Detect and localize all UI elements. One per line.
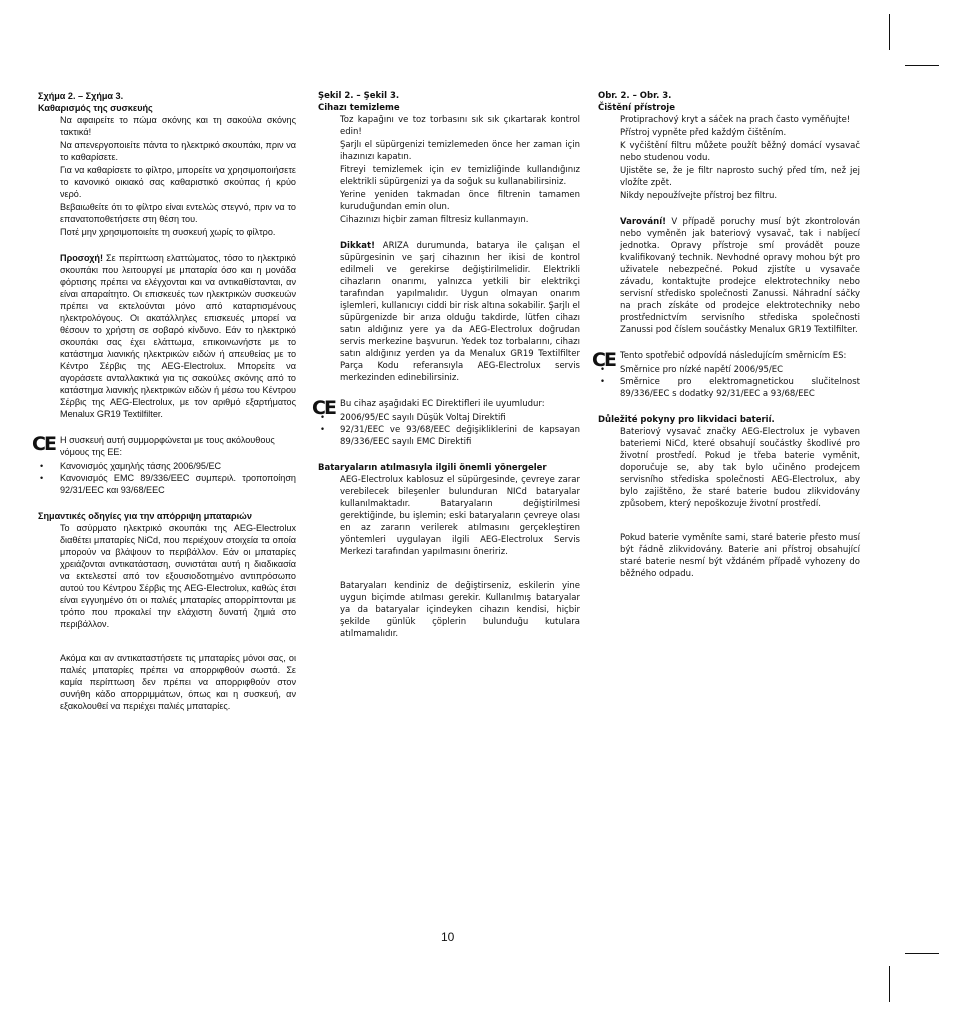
czech-column [592, 90, 860, 580]
czech-cleaning-item: K vyčištění filtru můžete použít běžný domácí vysavač nebo studenou vodu. [620, 141, 860, 163]
list-item: • Κανονισμός EMC 89/336/EEC συμπεριλ. τροποποίηση 92/31/EEC και 93/68/EEC [38, 472, 296, 496]
turkish-warning-label: Dikkat! [340, 241, 375, 251]
page-number: 10 [441, 930, 455, 944]
turkish-column [312, 90, 580, 640]
turkish-cleaning-item: Toz kapağını ve toz torbasını sık sık çıkartarak kontrol edin! [340, 115, 580, 137]
turkish-figure-ref: Şekil 2. – Şekil 3. [318, 91, 400, 101]
greek-battery-p1: Το ασύρματο ηλεκτρικό σκουπάκι της AEG-Electrolux διαθέτει μπαταρίες NiCd, που περιέχουν στοιχεία τα οποία μπορούν να βλάψουν το περιβάλλον. Εάν οι μπαταρίες χρειάζονται αντικατάσταση, συνιστάται αυτή η διαδικασία να εκτελεστεί από τον εξουσιοδοτημένο αντιπρόσωπο αυτού του Κέντρου Σέρβις της AEG-Electrolux, καθώς έτσι είναι εγγυημένο ότι οι παλιές μπαταρίες απορρίπτονται με τρόπο που προκαλεί την ελάχιστη δυνατή ζημιά στο περιβάλλον. [60, 523, 296, 629]
greek-cleaning-item: Να αφαιρείτε το πώμα σκόνης και τη σακούλα σκόνης τακτικά! [60, 115, 296, 137]
greek-warning-label: Προσοχή! [60, 253, 104, 263]
turkish-cleaning-item: Şarjlı el süpürgenizi temizlemeden önce her zaman için ihazınızı kapatın. [340, 140, 580, 162]
turkish-warning [340, 240, 580, 384]
czech-battery-title: Důležité pokyny pro likvidaci baterií. [598, 415, 775, 425]
greek-cleaning-item: Να απενεργοποιείτε πάντα το ηλεκτρικό σκουπάκι, πριν να το καθαρίσετε. [60, 140, 296, 162]
greek-ce-list [38, 460, 296, 496]
czech-warning-text: V případě poruchy musí být zkontrolován nebo vyměněn jak bateriový vysavač, tak i nabíjecí jednotka. Opravy přístroje smí provádět pouze kvalifikovaný technik. Nevhodné opravy mohou být pro uživatele nebezpečné. Pokud zjistíte u vysavače závadu, kontaktujte prodejce elektrotechniky nebo servisní středisko společnosti Zanussi. Náhradní sáčky na prach získáte od prodejce elektrotechniky nebo prostřednictvím servisního střediska společnosti Zanussi pod číslem součástky Menalux GR19 Textilfilter. [620, 217, 860, 335]
greek-cleaning-item: Βεβαιωθείτε ότι το φίλτρο είναι εντελώς στεγνό, πριν να το επανατοποθετήσετε στη θέση του. [60, 202, 296, 224]
ce-mark-icon: CE [32, 433, 55, 455]
turkish-cleaning-item: Fitreyi temizlemek için ev temizliğinde kullandığınız elektrikli süpürgenizi ya da soğuk su kullanabilirsiniz. [340, 165, 580, 187]
czech-figure-ref: Obr. 2. – Obr. 3. [598, 91, 672, 101]
greek-warning-text: Σε περίπτωση ελαττώματος, τόσο το ηλεκτρικό σκουπάκι που λειτουργεί με μπαταρία όσο και η μονάδα φόρτισης πρέπει να ελέγχονται και να αντικαθίστανται, αν είναι απαραίτητο. Οι επισκευές των ηλεκτρικών συσκευών πρέπει να εκτελούνται μόνο από καταρτισμένους ηλεκτρολόγους. Οι ακατάλληλες επισκευές μπορεί να θέσουν το χρήστη σε σοβαρό κίνδυνο. Εάν το ηλεκτρικό σκουπάκι σας έχει ελάττωμα, επικοινωνήστε με το κατάστημα λιανικής ηλεκτρικών ειδών ή απευθείας με το Κέντρο Σέρβις της AEG-Electrolux. Μπορείτε να αγοράσετε ανταλλακτικά για τις σακούλες σκόνης από το κατάστημα λιανικής ηλεκτρικών ειδών ή μέσω του Κέντρου Σέρβις της AEG-Electrolux, με τον αριθμό εξαρτήματος Menalux GR19 Textilfilter. [60, 253, 296, 419]
list-item: • Směrnice pro elektromagnetickou slučitelnost 89/336/EEC s dodatky 92/31/EEC a 93/68/EEC [598, 376, 860, 400]
turkish-cleaning-title: Cihazı temizleme [318, 103, 400, 113]
crop-mark-bottom-horizontal [905, 953, 939, 954]
greek-battery-title: Σημαντικές οδηγίες για την απόρριψη μπαταριών [38, 511, 252, 521]
crop-mark-top-horizontal [905, 65, 939, 66]
crop-mark-bottom-vertical [889, 966, 890, 1002]
czech-cleaning-item: Protiprachový kryt a sáček na prach často vyměňujte! [620, 115, 851, 125]
turkish-battery-title: Bataryaların atılmasıyla ilgili önemli yönergeler [318, 463, 547, 473]
czech-cleaning-item: Nikdy nepoužívejte přístroj bez filtru. [620, 191, 778, 201]
turkish-cleaning-item: Yerine yeniden takmadan önce filtrenin tamamen kuruduğundan emin olun. [340, 190, 580, 212]
turkish-ce-list [318, 412, 580, 448]
czech-battery-p2: Pokud baterie vyměníte sami, staré baterie přesto musí být řádně zlikvidovány. Baterie ani přístroj obsahující staré baterie nesmí být vždáném případě vyhozeny do běžného odpadu. [620, 533, 860, 579]
turkish-warning-text: ARIZA durumunda, batarya ile çalışan el süpürgesinin ve şarj cihazının her ikisi de kontrol edilmeli ve gerekirse değiştirilmelidir. Elektrikli cihazların onarımı, yalnızca yetkili bir elektrikçi tarafından yapılmalıdır. Uygun olmayan onarım işlemleri, kullanıcıyı ciddi bir risk altına sokabilir. Şarjlı el süpürgenizde bir arıza olduğu takdirde, lütfen cihazı satın aldığınız yere ya da AEG-Electrolux doğrudan servis merkezine başvurun. Yedek toz torbalarını, cihazı satın aldığınız yerden ya da Menalux GR19 Textilfilter Parça Kodu referansıyla AEG-Electrolux servis merkezinden edinebilirsiniz. [340, 241, 580, 383]
turkish-ce-text: Bu cihaz aşağıdaki EC Direktifleri ile uyumludur: [340, 399, 545, 409]
list-item: • Κανονισμός χαμηλής τάσης 2006/95/EC [38, 460, 296, 472]
turkish-battery-p1: AEG-Electrolux kablosuz el süpürgesinde, çevreye zarar verebilecek bileşenler bulunduran NICd bataryalar kullanılmaktadır. Bataryaların değiştirilmesi gerektiğinde, bu işlemin; eski bataryaların çevreye olası en az zararın verilerek atılmasını gerçekleştiren yöntemleri uygulayan ilgili AEG-Electrolux Servis Merkezi tarafından yapılmasını öneririz. [340, 475, 580, 557]
czech-ce-list [598, 364, 860, 400]
czech-warning-label: Varování! [620, 217, 666, 227]
greek-battery-p2: Ακόμα και αν αντικαταστήσετε τις μπαταρίες μόνοι σας, οι παλιές μπαταρίες πρέπει να απορριφθούν σωστά. Σε καμία περίπτωση δεν πρέπει να απορριφθούν στον συνήθη κάδο απορριμμάτων, όπως και η συσκευή, αν εξακολουθεί να περιέχει παλιές μπαταρίες. [60, 653, 296, 711]
greek-ce-text: Η συσκευή αυτή συμμορφώνεται με τους ακόλουθους νόμους της ΕΕ: [60, 435, 275, 457]
greek-figure-ref: Σχήμα 2. – Σχήμα 3. [38, 91, 124, 101]
list-item: • 92/31/EEC ve 93/68/EEC değişikliklerini de kapsayan 89/336/EEC sayılı EMC Direktifi [318, 424, 580, 448]
ce-mark-icon: CE [592, 349, 615, 371]
turkish-cleaning-item: Cihazınızı hiçbir zaman filtresiz kullanmayın. [340, 215, 529, 225]
ce-mark-icon: CE [312, 397, 335, 419]
czech-battery-p1: Bateriový vysavač značky AEG-Electrolux je vybaven bateriemi NiCd, které obsahují součástky škodlivé pro životní prostředí. Pokud je třeba baterie vyměnit, doporučuje se, aby tak bylo učiněno prodejcem servisního střediska společnosti AEG-Electrolux, aby bylo zajištěno, že staré baterie budou zlikvidovány způsobem, který nepoškozuje životní prostředí. [620, 427, 860, 509]
czech-cleaning-item: Přístroj vypněte před každým čištěním. [620, 128, 787, 138]
czech-ce-text: Tento spotřebič odpovídá následujícím směrnicím ES: [620, 351, 847, 361]
list-item: • 2006/95/EC sayılı Düşük Voltaj Direktifi [318, 412, 580, 424]
greek-cleaning-title: Καθαρισμός της συσκευής [38, 103, 153, 113]
greek-warning [60, 252, 296, 420]
greek-ce-section [32, 433, 296, 458]
turkish-battery-p2: Bataryaları kendiniz de değiştirseniz, eskilerin yine uygun biçimde atılması gerekir. Kullanılmış bataryalar ya da bataryalar içindeyken cihazın kendisi, hiçbir şekilde günlük çöplerin bulunduğu kutulara atılmamalıdır. [340, 581, 580, 639]
list-item: • Směrnice pro nízké napětí 2006/95/EC [598, 364, 860, 376]
greek-cleaning-item: Για να καθαρίσετε το φίλτρο, μπορείτε να χρησιμοποιήσετε το κανονικό οικιακό σας καθαριστικό σκούπας ή κρύο νερό. [60, 165, 296, 199]
greek-cleaning-item: Ποτέ μην χρησιμοποιείτε τη συσκευή χωρίς το φίλτρο. [60, 227, 276, 237]
czech-cleaning-title: Čištění přístroje [598, 103, 675, 113]
czech-cleaning-item: Ujistěte se, že je filtr naprosto suchý před tím, než jej vložíte zpět. [620, 166, 860, 188]
czech-warning [620, 216, 860, 336]
crop-mark-top-vertical [889, 14, 890, 50]
greek-column [32, 90, 296, 712]
